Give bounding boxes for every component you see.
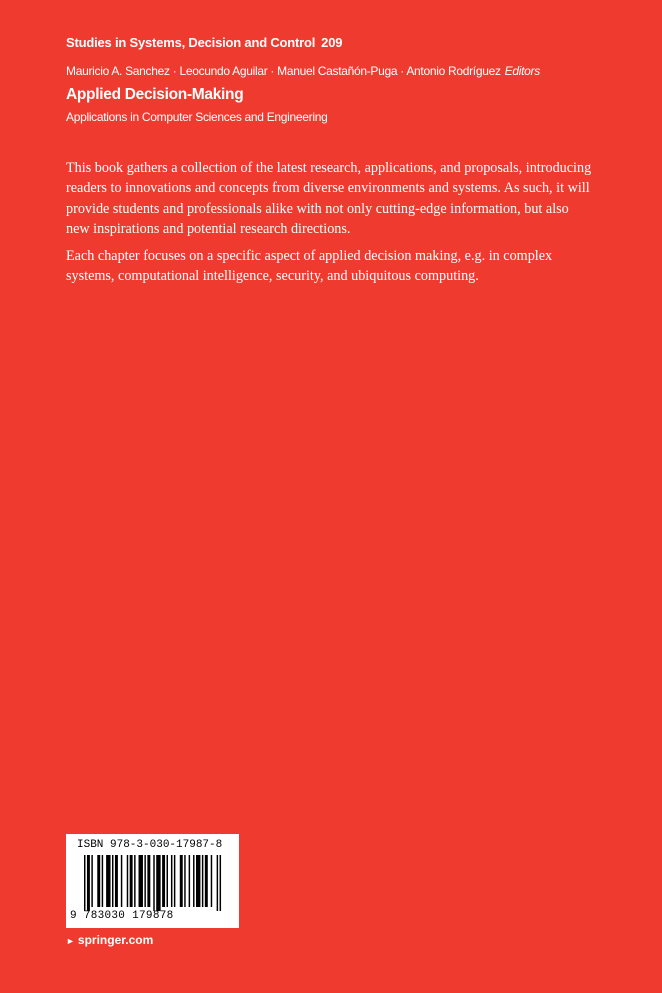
barcode-digits: 9 783030 179878 bbox=[70, 910, 174, 922]
barcode-bar bbox=[144, 855, 145, 907]
barcode-bar bbox=[193, 855, 194, 907]
barcode-bar bbox=[189, 855, 190, 907]
barcode-bar bbox=[162, 855, 165, 907]
barcode-bar bbox=[147, 855, 150, 907]
barcode-bar bbox=[217, 855, 218, 911]
barcode-bar bbox=[106, 855, 110, 907]
barcode-bar bbox=[167, 855, 168, 907]
blurb-paragraph-1: This book gathers a collection of the latest research, applications, and proposals, introducing readers to innovations and concepts from diverse environments and systems. As such, it will provide students and professionals alike with not only cutting-edge information, but also new inspirations and potential research directions. bbox=[66, 160, 592, 238]
editors-line bbox=[66, 64, 540, 78]
blurb-paragraph-2: Each chapter focuses on a specific aspect of applied decision making, e.g. in complex systems, computational intelligence, security, and ubiquitous computing. bbox=[66, 247, 553, 285]
book-title: Applied Decision-Making bbox=[66, 86, 244, 103]
barcode-box bbox=[66, 834, 239, 928]
barcode-bar bbox=[156, 855, 160, 911]
book-subtitle: Applications in Computer Sciences and Engineering bbox=[66, 110, 328, 124]
series-number: 209 bbox=[321, 35, 343, 50]
barcode-bar bbox=[84, 855, 85, 911]
barcode-bar bbox=[153, 855, 154, 911]
barcode-bar bbox=[134, 855, 135, 907]
barcode-bar bbox=[174, 855, 175, 907]
editor-names: Mauricio A. Sanchez · Leocundo Aguilar · Manuel Castañón-Puga · Antonio Rodríguez bbox=[66, 64, 501, 78]
barcode-bar bbox=[130, 855, 133, 907]
publisher-url[interactable] bbox=[66, 933, 153, 947]
publisher-url-text: springer.com bbox=[77, 933, 154, 947]
series-line bbox=[66, 35, 342, 50]
editors-role: Editors bbox=[504, 64, 540, 78]
barcode-bar bbox=[97, 855, 100, 907]
barcode-bar bbox=[196, 855, 200, 907]
blurb bbox=[66, 158, 594, 292]
barcode-bar bbox=[127, 855, 128, 907]
barcode-bar bbox=[184, 855, 185, 907]
barcode-bar bbox=[87, 855, 90, 911]
barcode-bar bbox=[180, 855, 183, 907]
barcode-bar bbox=[102, 855, 103, 907]
barcode-bar bbox=[91, 855, 92, 907]
barcode-bar bbox=[205, 855, 208, 907]
arrow-icon: ► bbox=[66, 936, 75, 946]
barcode-bar bbox=[171, 855, 172, 907]
barcode-bar bbox=[220, 855, 221, 911]
barcode-bar bbox=[112, 855, 113, 907]
barcode-bar bbox=[139, 855, 143, 907]
barcode-bar bbox=[115, 855, 118, 907]
series-name: Studies in Systems, Decision and Control bbox=[66, 35, 316, 50]
barcode-bar bbox=[202, 855, 203, 907]
barcode-bar bbox=[121, 855, 122, 907]
barcode-bar bbox=[211, 855, 212, 907]
isbn-label: ISBN 978-3-030-17987-8 bbox=[77, 839, 223, 851]
barcode-image bbox=[84, 855, 224, 911]
